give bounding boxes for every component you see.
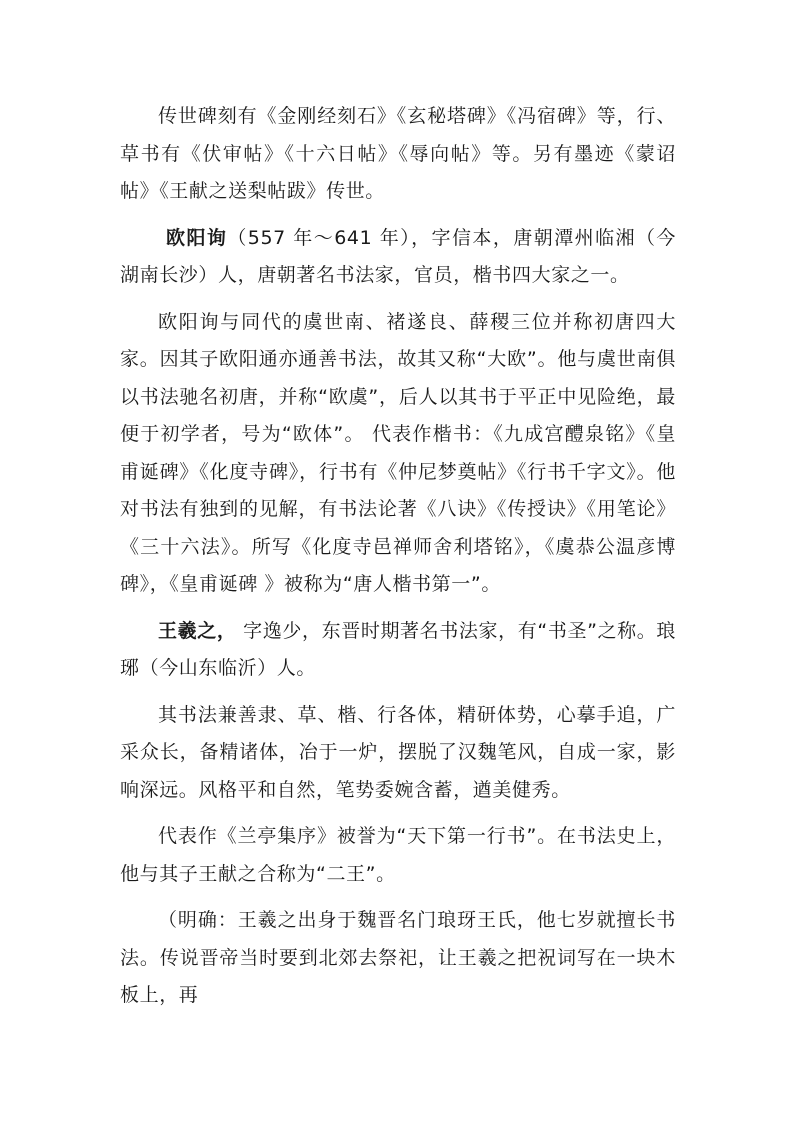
paragraph-ouyang-xun-details: 欧阳询与同代的虞世南、褚遂良、薛稷三位并称初唐四大家。因其子欧阳通亦通善书法，故其又称“大欧”。他与虞世南俱以书法驰名初唐，并称“欧虞”，后人以其书于平正中见险绝，最便于初学者，号为“欧体”。 代表作楷书：《九成宫醴泉铭》《皇甫诞碑》《化度寺碑》，行书有《仲尼梦奠帖》《行书千字文》。他对书法有独到的见解，有书法论著《八诀》《传授诀》《用笔论》《三十六法》。所写《化度寺邑禅师舍利塔铭》，《虞恭公温彦博碑》，《皇甫诞碑 》被称为“唐人楷书第一”。 xyxy=(120,310,676,595)
paragraph-wang-xizhi-intro xyxy=(120,613,676,688)
paragraph-wang-xizhi-anecdote: （明确：王羲之出身于魏晋名门琅玡王氏，他七岁就擅长书法。传说晋帝当时要到北郊去祭祀，让王羲之把祝词写在一块木板上，再 xyxy=(120,909,676,1006)
document-body xyxy=(120,98,676,1015)
person-name-wang-xizhi: 王羲之， xyxy=(158,619,237,642)
paragraph-text: 字逸少，东晋时期著名书法家，有“书圣”之称。琅琊（今山东临沂）人。 xyxy=(120,619,676,679)
person-name-ouyang-xun: 欧阳询 xyxy=(166,226,228,249)
paragraph-liu-gongquan-works: 传世碑刻有《金刚经刻石》《玄秘塔碑》《冯宿碑》等，行、草书有《伏审帖》《十六日帖》《辱向帖》等。另有墨迹《蒙诏帖》《王献之送梨帖跋》传世。 xyxy=(120,105,676,202)
paragraph-text: （557 年～641 年），字信本，唐朝潭州临湘（今湖南长沙）人，唐朝著名书法家，官员，楷书四大家之一。 xyxy=(120,226,676,286)
paragraph-ouyang-xun-intro xyxy=(120,220,676,295)
paragraph-wang-xizhi-style: 其书法兼善隶、草、楷、行各体，精研体势，心摹手追，广采众长，备精诸体，冶于一炉，摆脱了汉魏笔风，自成一家，影响深远。风格平和自然，笔势委婉含蓄，遒美健秀。 xyxy=(120,703,676,801)
paragraph-wang-xizhi-masterpiece: 代表作《兰亭集序》被誉为“天下第一行书”。在书法史上，他与其子王献之合称为“二王”。 xyxy=(120,825,676,885)
